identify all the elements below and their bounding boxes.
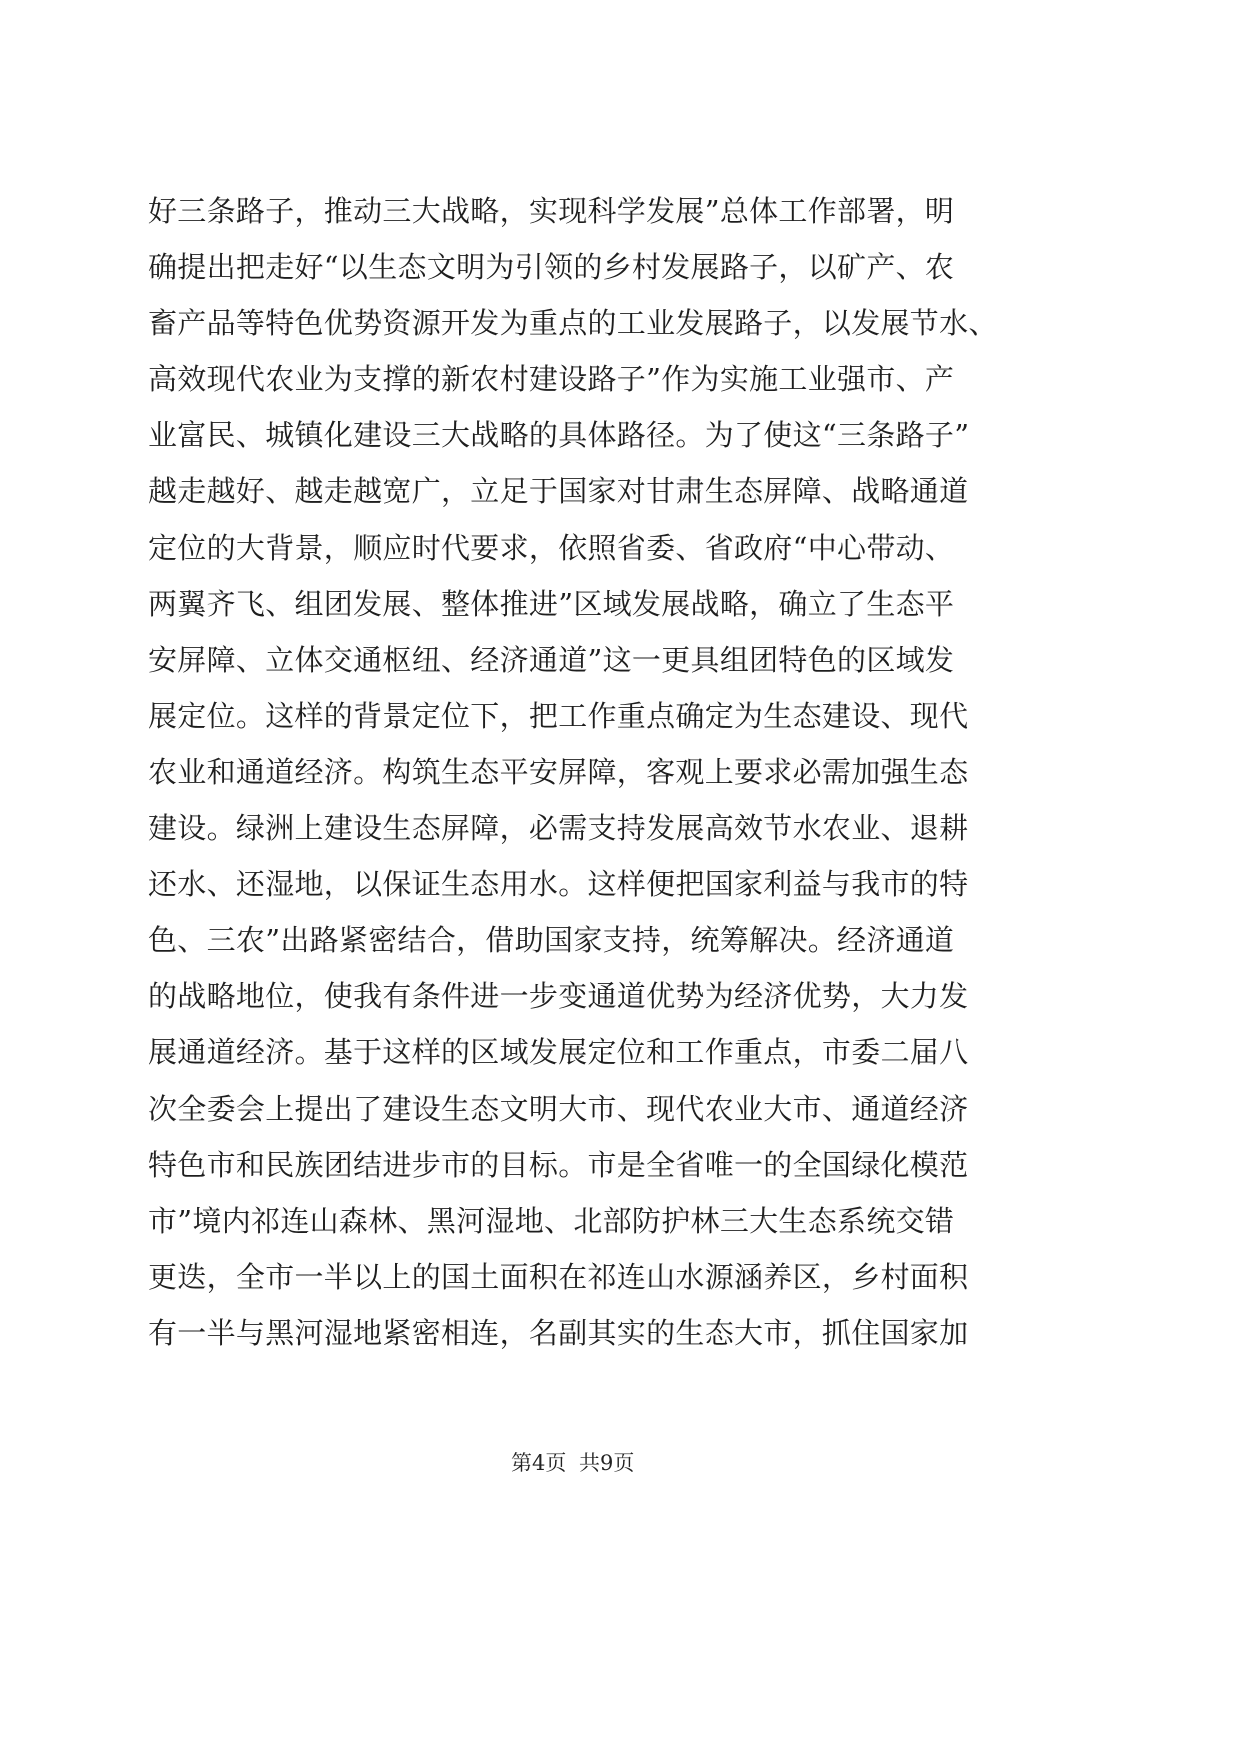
body-text-line: 农业和通道经济。构筑生态平安屏障，客观上要求必需加强生态 bbox=[148, 754, 969, 789]
body-text-line: 的战略地位，使我有条件进一步变通道优势为经济优势，大力发 bbox=[148, 979, 969, 1014]
body-text-line: 业富民、城镇化建设三大战略的具体路径。为了使这“三条路子” bbox=[148, 418, 970, 453]
page-footer: 第4页 共9页 bbox=[511, 1451, 635, 1475]
body-text-line: 安屏障、立体交通枢纽、经济通道”这一更具组团特色的区域发 bbox=[148, 642, 955, 677]
body-text-line: 有一半与黑河湿地紧密相连，名副其实的生态大市，抓住国家加 bbox=[148, 1315, 969, 1350]
body-text-line: 次全委会上提出了建设生态文明大市、现代农业大市、通道经济 bbox=[148, 1091, 969, 1126]
body-text-line: 市”境内祁连山森林、黑河湿地、北部防护林三大生态系统交错 bbox=[148, 1203, 955, 1238]
body-text-line: 还水、还湿地，以保证生态用水。这样便把国家利益与我市的特 bbox=[148, 867, 969, 902]
body-text-line: 更迭，全市一半以上的国土面积在祁连山水源涵养区，乡村面积 bbox=[148, 1259, 969, 1294]
body-text-line: 定位的大背景，顺应时代要求，依照省委、省政府“中心带动、 bbox=[148, 530, 955, 565]
body-text-line: 展通道经济。基于这样的区域发展定位和工作重点，市委二届八 bbox=[148, 1035, 969, 1070]
body-text-line: 高效现代农业为支撑的新农村建设路子”作为实施工业强市、产 bbox=[148, 362, 955, 397]
body-text-line: 好三条路子，推动三大战略，实现科学发展”总体工作部署，明 bbox=[148, 194, 955, 228]
body-text-line: 两翼齐飞、组团发展、整体推进”区域发展战略，确立了生态平 bbox=[148, 586, 955, 621]
body-text-line: 特色市和民族团结进步市的目标。市是全省唯一的全国绿化模范 bbox=[148, 1147, 969, 1182]
body-text-line: 畜产品等特色优势资源开发为重点的工业发展路子，以发展节水、 bbox=[148, 306, 998, 341]
body-text-line: 建设。绿洲上建设生态屏障，必需支持发展高效节水农业、退耕 bbox=[148, 811, 969, 846]
body-text-line: 展定位。这样的背景定位下，把工作重点确定为生态建设、现代 bbox=[148, 698, 969, 733]
body-text-line: 越走越好、越走越宽广，立足于国家对甘肃生态屏障、战略通道 bbox=[148, 474, 969, 509]
body-text-line: 确提出把走好“以生态文明为引领的乡村发展路子，以矿产、农 bbox=[148, 250, 955, 285]
body-text-line: 色、三农”出路紧密结合，借助国家支持，统筹解决。经济通道 bbox=[148, 923, 955, 958]
body-text bbox=[148, 183, 1028, 1361]
